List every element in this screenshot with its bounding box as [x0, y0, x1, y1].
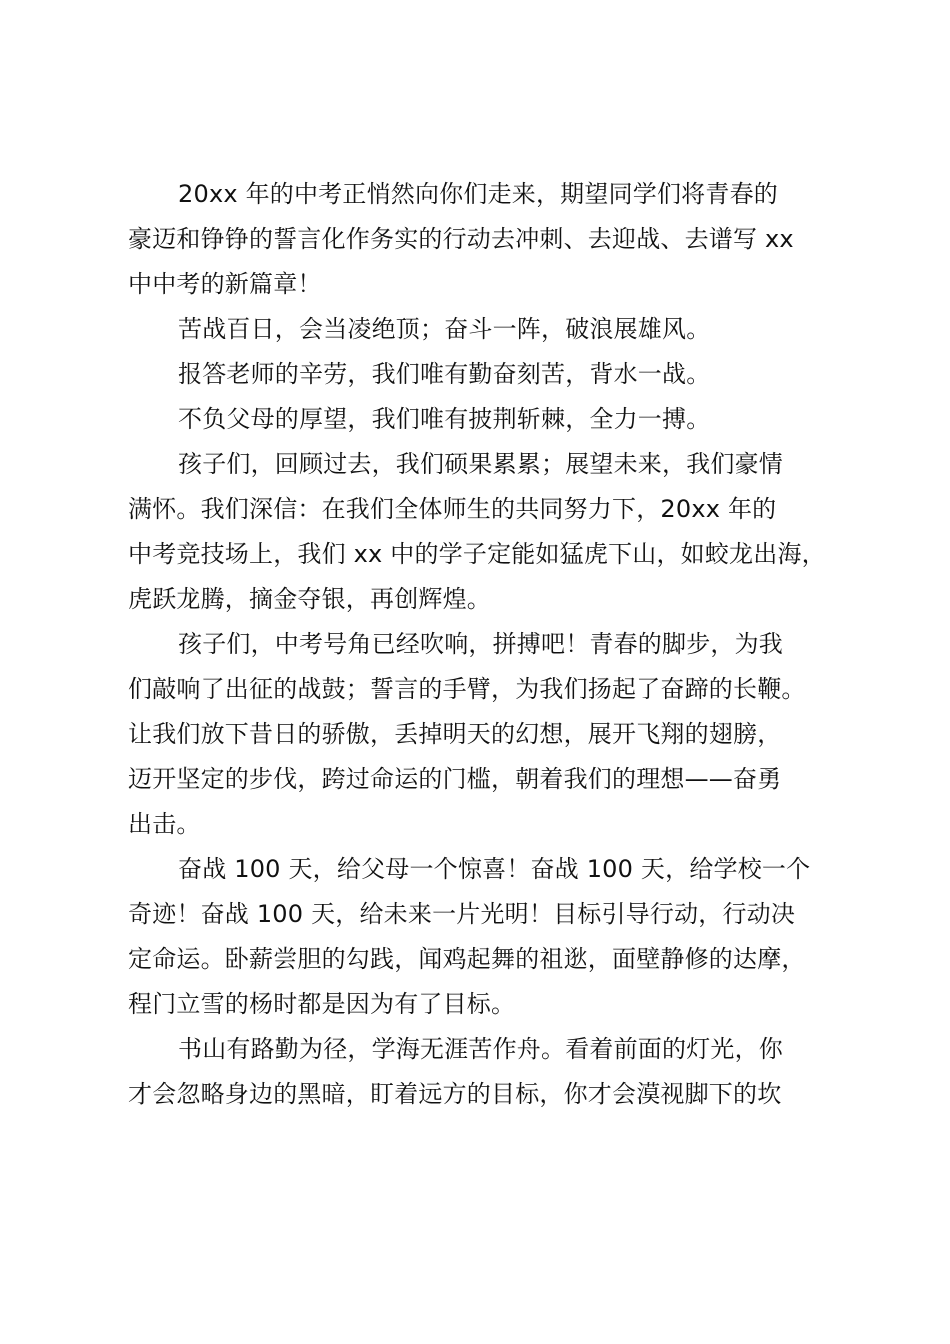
text-line: 出击。: [128, 810, 201, 838]
text-line: 不负父母的厚望，我们唯有披荆斩棘，全力一搏。: [178, 405, 711, 433]
paragraph-1: [128, 172, 828, 307]
paragraph-2: [128, 307, 828, 352]
text-line: 书山有路勤为径，学海无涯苦作舟。看着前面的灯光，你: [178, 1035, 783, 1063]
paragraph-4: [128, 397, 828, 442]
text-line: 定命运。卧薪尝胆的勾践，闻鸡起舞的祖逖，面壁静修的达摩，: [128, 945, 806, 973]
text-line: 豪迈和铮铮的誓言化作务实的行动去冲刺、去迎战、去谱写 xx: [128, 225, 794, 253]
paragraph-6: [128, 622, 828, 847]
paragraph-7: [128, 847, 828, 1027]
text-line: 们敲响了出征的战鼓；誓言的手臂，为我们扬起了奋蹄的长鞭。: [128, 675, 806, 703]
paragraph-5: [128, 442, 828, 622]
text-line: 孩子们，中考号角已经吹响，拼搏吧！青春的脚步，为我: [178, 630, 783, 658]
paragraph-3: [128, 352, 828, 397]
text-line: 孩子们，回顾过去，我们硕果累累；展望未来，我们豪情: [178, 450, 783, 478]
text-line: 苦战百日，会当凌绝顶；奋斗一阵，破浪展雄风。: [178, 315, 711, 343]
text-line: 中中考的新篇章！: [128, 270, 322, 298]
document-body: [128, 172, 828, 1117]
text-line: 报答老师的辛劳，我们唯有勤奋刻苦，背水一战。: [178, 360, 711, 388]
text-line: 让我们放下昔日的骄傲，丢掉明天的幻想，展开飞翔的翅膀，: [128, 720, 782, 748]
paragraph-8: [128, 1027, 828, 1117]
text-line: 20xx 年的中考正悄然向你们走来，期望同学们将青春的: [178, 180, 778, 208]
text-line: 满怀。我们深信：在我们全体师生的共同努力下，20xx 年的: [128, 495, 777, 523]
text-line: 中考竞技场上，我们 xx 中的学子定能如猛虎下山，如蛟龙出海，: [128, 540, 826, 568]
text-line: 程门立雪的杨时都是因为有了目标。: [128, 990, 516, 1018]
text-line: 奇迹！奋战 100 天，给未来一片光明！目标引导行动，行动决: [128, 900, 796, 928]
text-line: 虎跃龙腾，摘金夺银，再创辉煌。: [128, 585, 491, 613]
text-line: 才会忽略身边的黑暗，盯着远方的目标，你才会漠视脚下的坎: [128, 1080, 782, 1108]
text-line: 奋战 100 天，给父母一个惊喜！奋战 100 天，给学校一个: [178, 855, 811, 883]
text-line: 迈开坚定的步伐，跨过命运的门槛，朝着我们的理想——奋勇: [128, 765, 782, 793]
